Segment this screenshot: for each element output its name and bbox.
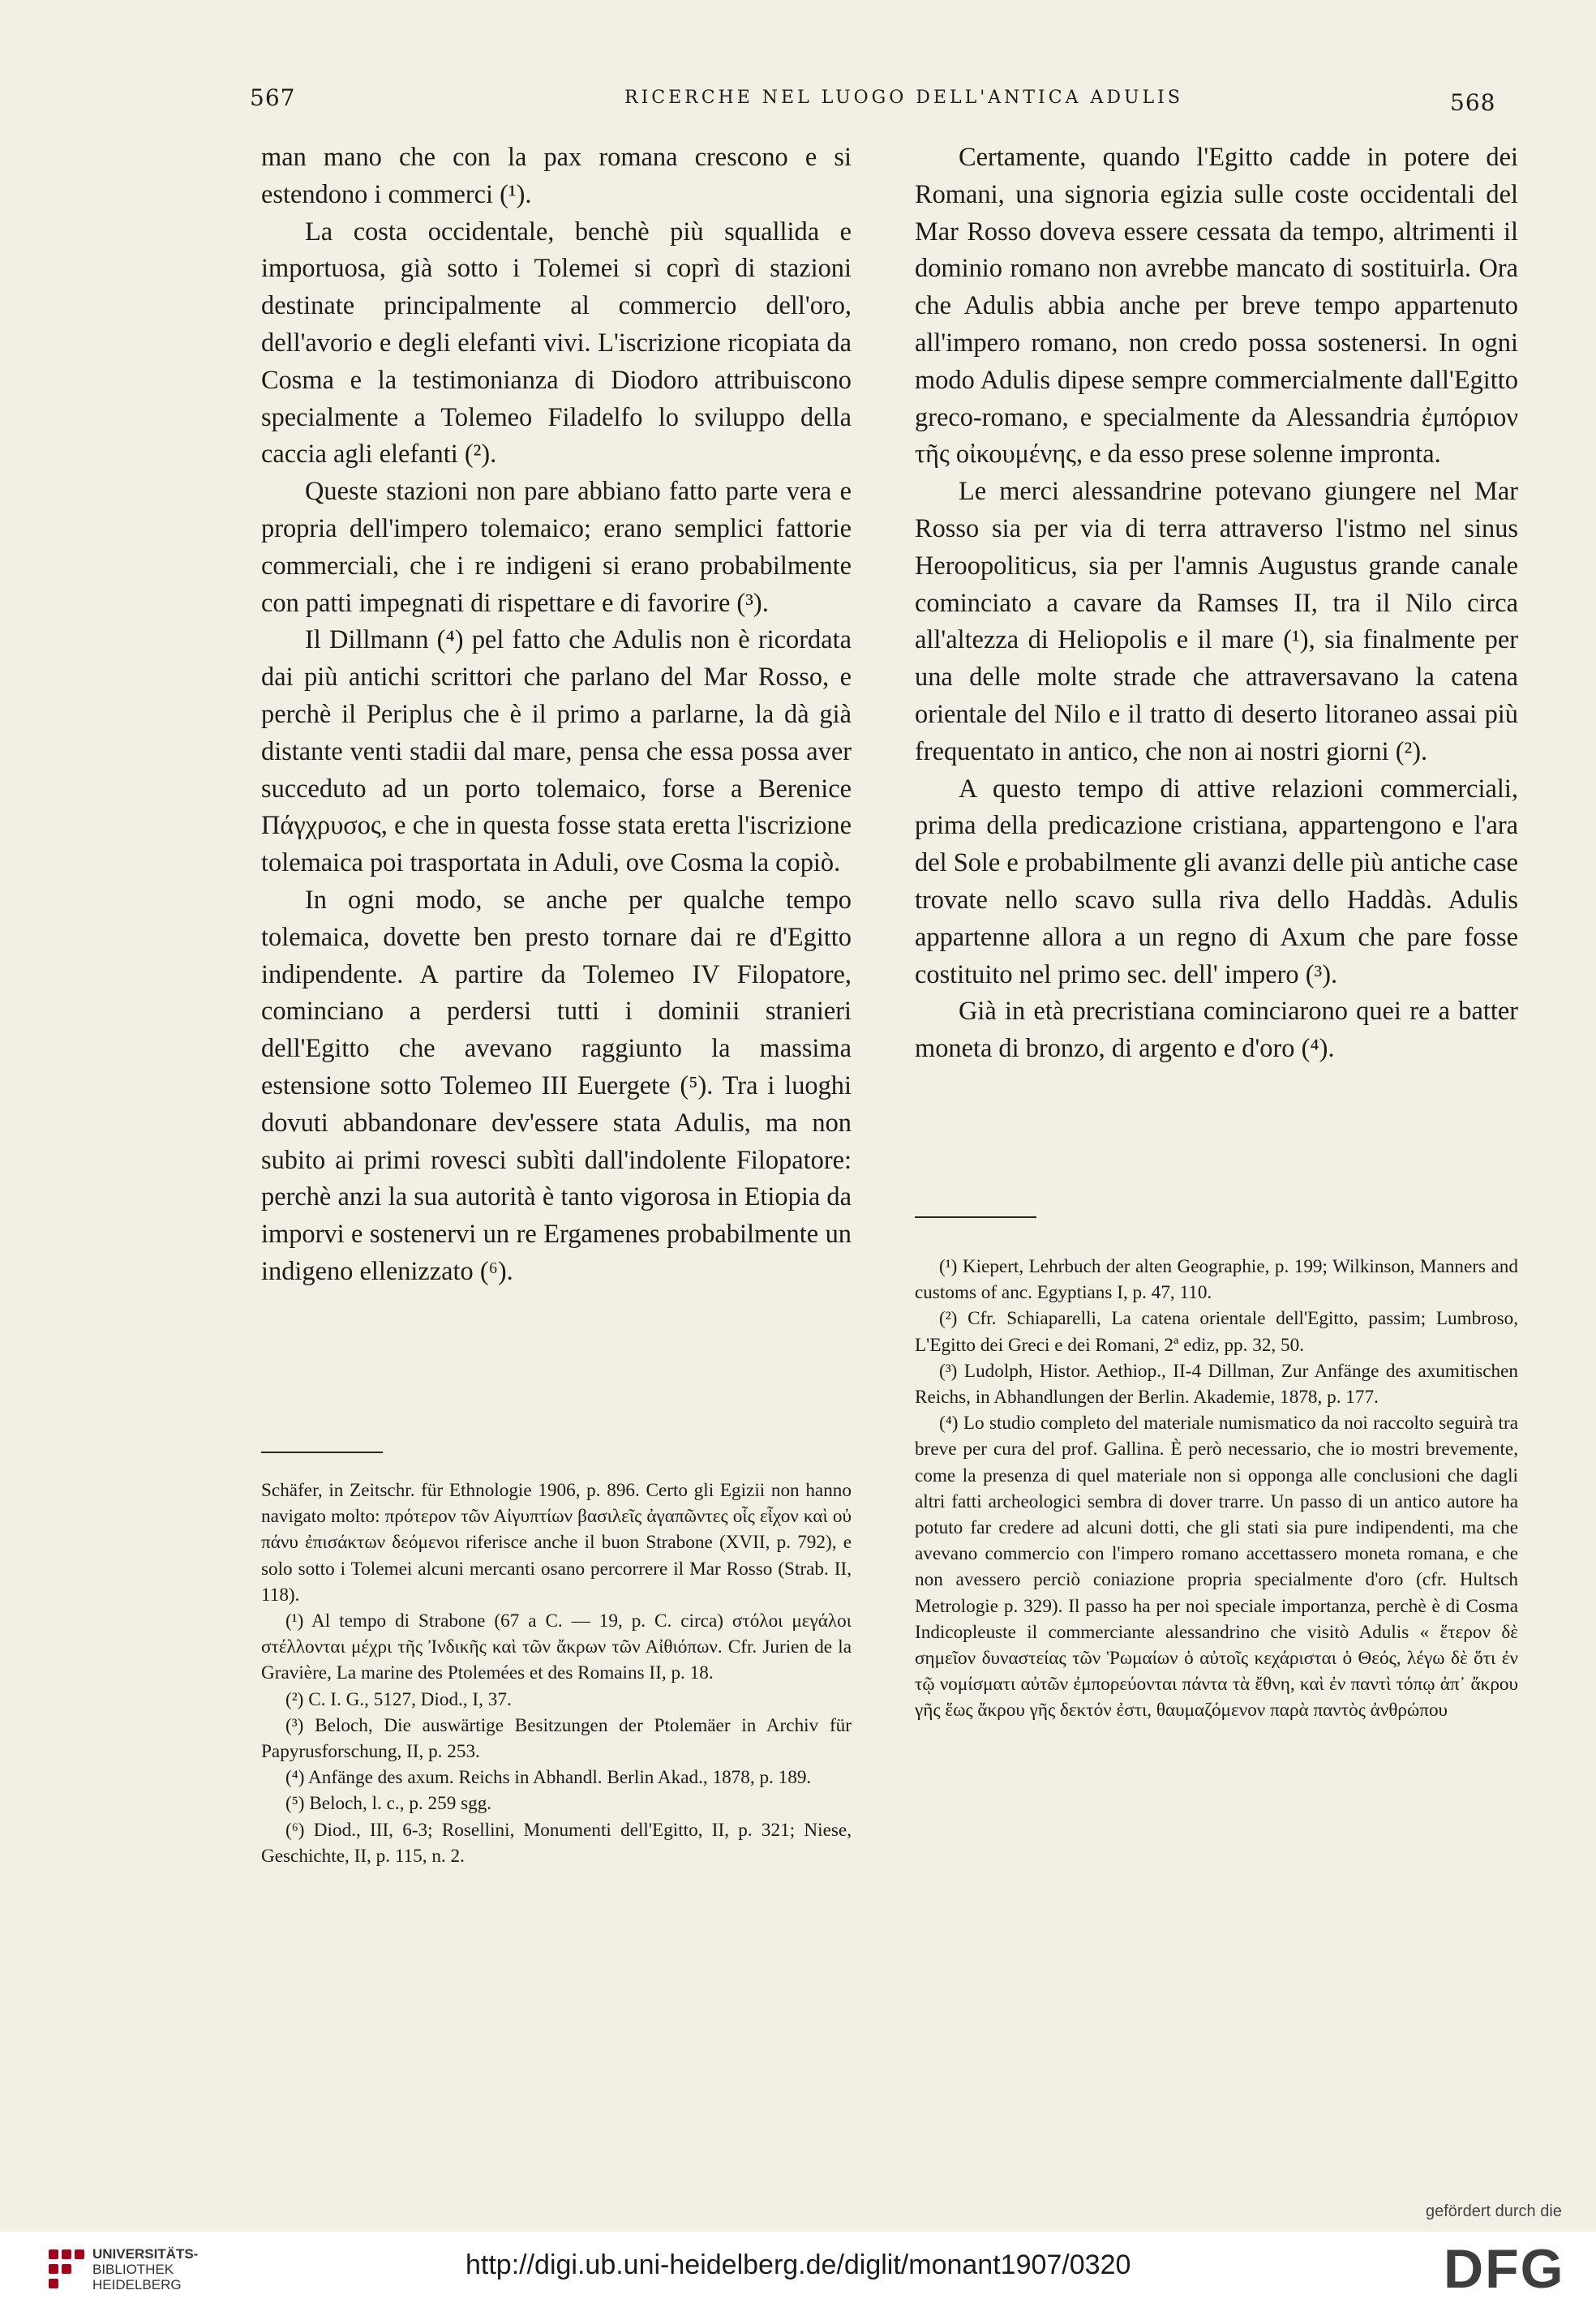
dfg-logo: DFG [1444, 2238, 1565, 2300]
running-header [0, 84, 1596, 117]
footnote: (¹) Al tempo di Strabone (67 a C. — 19, p. C. circa) στόλοι μεγάλοι στέλλονται μέχρι τῆς Ἰνδικῆς καὶ τῶν ἄκρων τῶν Αἰθιόπων. Cfr. Jurien de la Gravière, La marine des Ptolemées et des Romains II, p. 18. [261, 1610, 852, 1684]
body-paragraph: Il Dillmann (⁴) pel fatto che Adulis non è ricordata dai più antichi scrittori che parlano del Mar Rosso, e perchè il Periplus che è il primo a parlarne, la dà già distante venti stadii dal mare, pensa che essa possa aver succeduto ad un porto tolemaico, forse a Berenice Πάγχρυσος, e che in questa fosse stata eretta l'iscrizione tolemaica poi trasportata in Aduli, ove Cosma la copiò. [261, 625, 852, 878]
left-column [261, 139, 852, 1869]
footnote: (²) C. I. G., 5127, Diod., I, 37. [285, 1688, 512, 1710]
footer-bar [0, 2202, 1596, 2303]
university-library-name [92, 2246, 198, 2292]
right-column [915, 139, 1518, 1724]
body-paragraph: A questo tempo di attive relazioni commerciali, prima della predicazione cristiana, appartengono e l'ara del Sole e probabilmente gli avanzi delle più antiche case trovate nello scavo sulla riva dello Haddàs. Adulis appartenne allora a un regno di Axum che pare fosse costituito nel primo sec. dell' impero (³). [915, 774, 1518, 989]
body-paragraph: Le merci alessandrine potevano giungere nel Mar Rosso sia per via di terra attraverso l'istmo nel sinus Heroopoliticus, sia per l'amnis Augustus grande canale cominciato a cavare da Ramses II, tra il Nilo circa all'altezza di Heliopolis e il mare (¹), sia finalmente per una delle molte strade che attraversavano la catena orientale del Nilo e il tratto di deserto litoraneo assai più frequentato in antico, che non ai nostri giorni (²). [915, 477, 1518, 766]
body-paragraph: Già in età precristiana cominciarono quei re a batter moneta di bronzo, di argento e d'oro (⁴). [915, 997, 1518, 1064]
funder-caption: gefördert durch die [1426, 2202, 1562, 2220]
footnote: (³) Beloch, Die auswärtige Besitzungen der Ptolemäer in Archiv für Papyrusforschung, II, p. 253. [261, 1714, 852, 1763]
footnote: (²) Cfr. Schiaparelli, La catena orientale dell'Egitto, passim; Lumbroso, L'Egitto dei Greci e dei Romani, 2ª ediz, pp. 32, 50. [915, 1308, 1518, 1356]
footnote: (³) Ludolph, Histor. Aethiop., II-4 Dillman, Zur Anfänge des axumitischen Reichs, in Abhandlungen der Berlin. Akademie, 1878, p. 177. [915, 1360, 1518, 1409]
footnote: (⁴) Lo studio completo del materiale numismatico da noi raccolto seguirà tra breve per cura del prof. Gallina. È però necessario, che io mostri brevemente, come la presenza di quel materiale non si opponga alle conclusioni che dagli altri fatti archeologici sembra di dover trarre. Un passo di un antico autore ha potuto far credere ad alcuni dotti, che gli stati sia pure indipendenti, ma che avevano commercio con l'impero romano accettassero moneta romana, e che non avessero perciò coniazione propria specialmente d'oro (cfr. Hultsch Metrologie p. 329). Il passo ha per noi speciale importanza, perchè è di Cosma Indicopleuste il commerciante alessandrino che visitò Adulis « ἕτερον δὲ σημεῖον δυναστείας τῶν Ῥωμαίων ὁ αὐτοῖς κεχάρισται ὁ Θεός, λέγω δὲ ὅτι ἐν τῷ νομίσματι αὐτῶν ἐμπορεύονται πάντα τὰ ἔθνη, καὶ ἐν παντὶ τόπῳ ἀπ᾽ ἄκρου γῆς ἕως ἄκρου γῆς δεκτόν ἐστι, θαυμαζόμενον παρὰ παντὸς ἀνθρώπου [915, 1413, 1518, 1722]
footnote: (⁶) Diod., III, 6-3; Rosellini, Monumenti dell'Egitto, II, p. 321; Niese, Geschichte, II, p. 115, n. 2. [261, 1819, 852, 1867]
library-line: UNIVERSITÄTS- [92, 2246, 199, 2262]
running-title: RICERCHE NEL LUOGO DELL'ANTICA ADULIS [624, 88, 1183, 108]
body-paragraph: In ogni modo, se anche per qualche tempo tolemaica, dovette ben presto tornare dai re d'Egitto indipendente. A partire da Tolemeo IV Filopatore, cominciano a perdersi tutti i dominii stranieri dell'Egitto che avevano raggiunto la massima estensione sotto Tolemeo III Euergete (⁵). Tra i luoghi dovuti abbandonare dev'essere stata Adulis, ma non subito ai primi rovesci subìti dall'indolente Filopatore: perchè anzi la sua autorità è tanto vigorosa in Etiopia da imporvi e sostenervi un re Ergamenes probabilmente un indigeno ellenizzato (⁶). [261, 885, 852, 1286]
footnote: (⁵) Beloch, l. c., p. 259 sgg. [285, 1793, 492, 1815]
body-paragraph: La costa occidentale, benchè più squallida e importuosa, già sotto i Tolemei si coprì di stazioni destinate principalmente al commercio dell'oro, dell'avorio e degli elefanti vivi. L'iscrizione ricopiata da Cosma e la testimonianza di Diodoro attribuiscono specialmente a Tolemeo Filadelfo lo sviluppo della caccia agli elefanti (²). [261, 217, 852, 470]
footnote-separator [261, 1452, 383, 1453]
footnote: (¹) Kiepert, Lehrbuch der alten Geographie, p. 199; Wilkinson, Manners and customs of anc. Egyptians I, p. 47, 110. [915, 1256, 1518, 1304]
left-footnotes [261, 1477, 852, 1869]
permalink[interactable]: http://digi.ub.uni-heidelberg.de/diglit/monant1907/0320 [466, 2249, 1131, 2280]
page-number-left: 567 [250, 84, 296, 111]
page-number-right: 568 [1450, 89, 1496, 116]
footnote-separator [915, 1216, 1036, 1218]
right-body-text [915, 139, 1518, 1186]
university-library-logo-icon [49, 2249, 84, 2288]
footnote: Schäfer, in Zeitschr. für Ethnologie 1906, p. 896. Certo gli Egizii non hanno navigato molto: πρότερον τῶν Αἰγυπτίων βασιλεῖς ἀγαπῶντες οἷς εἶχον καὶ οὐ πάνυ ἐπισάκτων δεόμενοι riferisce anche il buon Strabone (XVII, p. 792), e solo sotto i Tolemei alcuni mercanti osano percorrere il Mar Rosso (Strab. II, 118). [261, 1480, 852, 1606]
library-line: BIBLIOTHEK [92, 2262, 174, 2277]
left-body-text [261, 139, 852, 1372]
right-footnotes [915, 1254, 1518, 1724]
body-paragraph: Queste stazioni non pare abbiano fatto parte vera e propria dell'impero tolemaico; erano semplici fattorie commerciali, che i re indigeni si erano probabilmente con patti impegnati di rispettare e di favorire (³). [261, 477, 852, 618]
body-paragraph: man mano che con la pax romana crescono e si estendono i commerci (¹). [261, 143, 852, 209]
library-line: HEIDELBERG [92, 2277, 182, 2292]
body-paragraph: Certamente, quando l'Egitto cadde in potere dei Romani, una signoria egizia sulle coste occidentali del Mar Rosso doveva essere cessata da tempo, altrimenti il dominio romano non avrebbe mancato di sostituirla. Ora che Adulis abbia anche per breve tempo appartenuto all'impero romano, non credo possa sostenersi. In ogni modo Adulis dipese sempre commercialmente dall'Egitto greco-romano, e specialmente da Alessandria ἐμπόριον τῆς οἰκουμένης, e da esso prese solenne impronta. [915, 143, 1518, 470]
footnote: (⁴) Anfänge des axum. Reichs in Abhandl. Berlin Akad., 1878, p. 189. [285, 1767, 812, 1789]
